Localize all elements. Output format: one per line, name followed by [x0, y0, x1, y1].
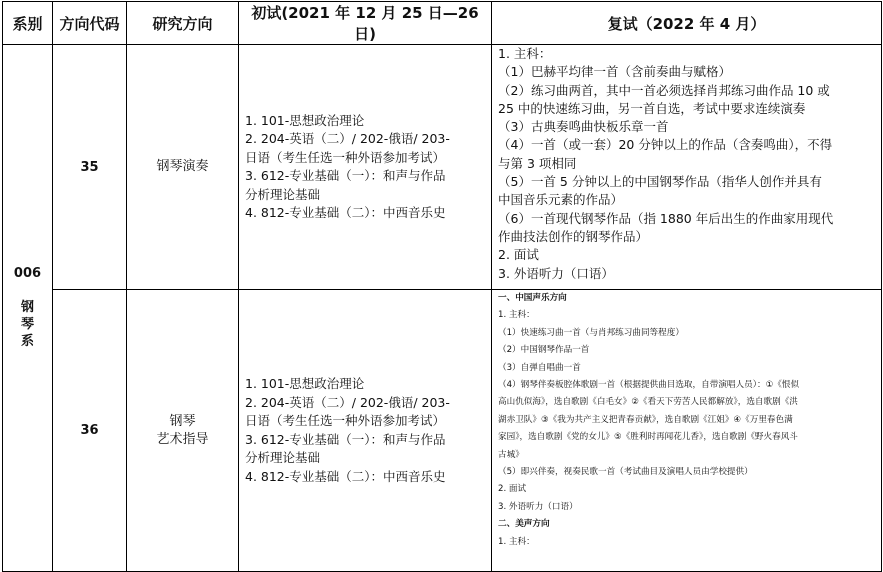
direction-code: 35 — [53, 45, 127, 290]
retest-line: 1. 主科： — [498, 310, 535, 321]
header-first-exam: 初试(2021 年 12 月 25 日—26 日) — [239, 2, 492, 45]
header-code: 方向代码 — [53, 2, 127, 45]
direction-code: 36 — [53, 290, 127, 572]
retest-line: （3）古典奏鸣曲快板乐章一首 — [498, 119, 669, 135]
table-row — [3, 290, 882, 572]
retest-line: （1）巴赫平均律一首（含前奏曲与赋格） — [498, 64, 731, 80]
first-line: 2. 204-英语（二）/ 202-俄语/ 203- — [245, 394, 450, 410]
header-retest: 复试（2022 年 4 月） — [492, 2, 882, 45]
first-line: 4. 812-专业基础（二）：中西音乐史 — [245, 468, 446, 484]
retest-line: 1. 主科： — [498, 46, 552, 61]
retest-line: （2）中国钢琴作品一首 — [498, 345, 590, 356]
first-line: 1. 101-思想政治理论 — [245, 112, 365, 128]
retest-line: 中国音乐元素的作品） — [498, 192, 624, 208]
retest-line: 作曲技法创作的钢琴作品） — [498, 228, 649, 244]
first-exam-subjects — [239, 45, 492, 290]
retest-line: 与第 3 项相同 — [498, 155, 577, 171]
header-row — [3, 2, 882, 45]
dept-name-line: 钢 — [20, 300, 34, 315]
direction-line: 钢琴 — [169, 413, 196, 429]
retest-line: （5）即兴伴奏，视奏民歌一首（考试曲目及演唱人员由学校提供） — [498, 467, 753, 478]
retest-line: 高山仇似海》，选自歌剧《白毛女》②《看天下劳苦人民都解放》，选自歌剧《洪 — [498, 397, 798, 408]
retest-line: （4）钢琴伴奏板腔体歌剧一首（根据提供曲目选取，自带演唱人员）：①《恨似 — [498, 380, 800, 391]
retest-line: 2. 面试 — [498, 484, 527, 495]
retest-line: 2. 面试 — [498, 247, 539, 263]
first-line: 日语（考生任选一种外语参加考试） — [245, 149, 446, 165]
retest-line: 25 中的快速练习曲，另一首自选，考试中要求连续演奏 — [498, 100, 806, 116]
retest-line: （1）快速练习曲一首（与肖邦练习曲同等程度） — [498, 327, 684, 338]
retest-line: （6）一首现代钢琴作品（指 1880 年后出生的作曲家用现代 — [498, 210, 834, 226]
retest-line: 1. 主科： — [498, 536, 535, 547]
dept-name-line: 琴 — [20, 317, 34, 332]
retest-line: （4）一首（或一套）20 分钟以上的作品（含奏鸣曲），不得 — [498, 137, 833, 153]
retest-requirements — [492, 45, 882, 290]
direction-name — [127, 45, 239, 290]
retest-line: 3. 外语听力（口语） — [498, 501, 578, 512]
retest-requirements — [492, 290, 882, 572]
first-line: 日语（考生任选一种外语参加考试） — [245, 413, 446, 428]
table-row — [3, 45, 882, 290]
program-table — [2, 1, 882, 572]
first-exam-subjects — [239, 290, 492, 572]
first-line: 4. 812-专业基础（二）：中西音乐史 — [245, 205, 446, 220]
retest-line: （5）一首 5 分钟以上的中国钢琴作品（指华人创作并具有 — [498, 174, 822, 190]
retest-line: 古城》 — [498, 449, 524, 460]
direction-line: 钢琴演奏 — [156, 159, 209, 174]
first-line: 3. 612-专业基础（一）：和声与作品 — [245, 431, 446, 447]
first-line: 3. 612-专业基础（一）：和声与作品 — [245, 168, 446, 183]
header-dept: 系别 — [3, 2, 53, 45]
retest-line: （2）练习曲两首，其中一首必须选择肖邦练习曲作品 10 或 — [498, 82, 830, 98]
retest-line: （3）自弹自唱曲一首 — [498, 362, 581, 373]
header-direction: 研究方向 — [127, 2, 239, 45]
first-line: 分析理论基础 — [245, 186, 321, 202]
dept-number: 006 — [13, 266, 42, 281]
retest-section-heading: 二、美声方向 — [498, 519, 550, 530]
first-line: 2. 204-英语（二）/ 202-俄语/ 203- — [245, 131, 450, 146]
dept-cell — [3, 45, 53, 572]
retest-line: 3. 外语听力（口语） — [498, 265, 614, 281]
retest-section-heading: 一、中国声乐方向 — [498, 293, 567, 303]
retest-line: 湖赤卫队》③《我为共产主义把青春贡献》，选自歌剧《江姐》④《万里春色满 — [498, 414, 793, 425]
direction-name — [127, 290, 239, 572]
retest-line: 家园》，选自歌剧《党的女儿》⑤《胜利时再闻花儿香》，选自歌剧《野火春风斗 — [498, 432, 798, 443]
dept-name-line: 系 — [20, 334, 34, 349]
first-line: 1. 101-思想政治理论 — [245, 376, 365, 391]
direction-line: 艺术指导 — [156, 431, 209, 447]
first-line: 分析理论基础 — [245, 450, 321, 465]
